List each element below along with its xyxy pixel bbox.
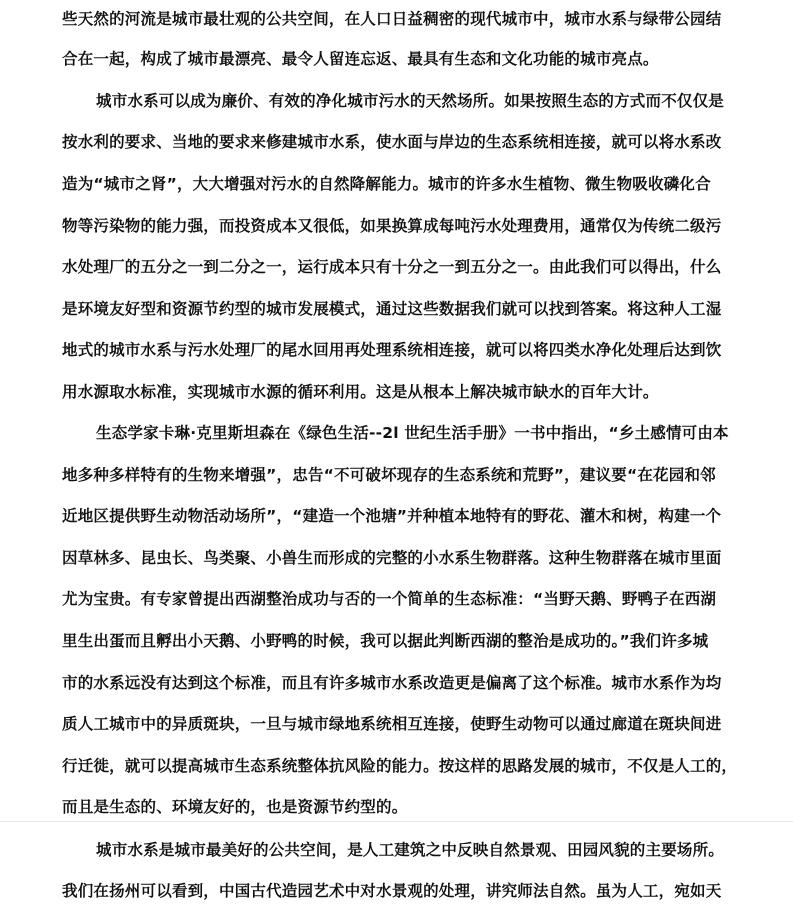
text-line-10: 用水源取水标准，实现城市水源的循环利用。这是从根本上解决城市缺水的百年大计。 (62, 383, 659, 401)
text-line-17: 市的水系远没有达到这个标准，而且有许多城市水系改造更是偏离了这个标准。城市水系作为均 (62, 674, 722, 692)
text-line-2: 合在一起，构成了城市最漂亮、最令人留连忘返、最具有生态和文化功能的城市亮点。 (62, 50, 659, 68)
text-line-15: 尤为宝贵。有专家曾提出西湖整治成功与否的一个简单的生态标准：“当野天鹅、野鸭子在西湖 (62, 590, 717, 608)
text-line-3: 城市水系可以成为廉价、有效的净化城市污水的天然场所。如果按照生态的方式而不仅仅是 (96, 92, 725, 110)
text-line-14: 因草林多、昆虫长、鸟类聚、小兽生而形成的完整的小水系生物群落。这种生物群落在城市里面 (62, 549, 722, 567)
text-line-8: 是环境友好型和资源节约型的城市发展模式，通过这些数据我们就可以找到答案。将这种人工湿 (62, 300, 722, 318)
text-line-19: 行迁徙，就可以提高城市生态系统整体抗风险的能力。按这样的思路发展的城市，不仅是人工的， (62, 757, 738, 775)
text-line-20: 而且是生态的、环境友好的，也是资源节约型的。 (62, 798, 408, 816)
text-line-16: 里生出蛋而且孵出小天鹅、小野鸭的时候，我可以据此判断西湖的整治是成功的。”我们许多城 (62, 632, 709, 650)
text-line-22: 我们在扬州可以看到，中国古代造园艺术中对水景观的处理，讲究师法自然。虽为人工，宛如天 (62, 882, 722, 900)
text-line-7: 水处理厂的五分之一到二分之一，运行成本只有十分之一到五分之一。由此我们可以得出，什么 (62, 258, 722, 276)
text-line-12: 地多种多样特有的生物来增强”，忠告“不可破坏现存的生态系统和荒野”，建议要“在花园和邻 (62, 466, 716, 484)
text-line-1: 些天然的河流是城市最壮观的公共空间，在人口日益稠密的现代城市中，城市水系与绿带公园结 (62, 10, 722, 28)
text-line-4: 按水利的要求、当地的要求来修建城市水系，使水面与岸边的生态系统相连接，就可以将水系改 (62, 133, 722, 151)
text-line-18: 质人工城市中的异质斑块，一旦与城市绿地系统相互连接，使野生动物可以通过廊道在斑块间进 (62, 715, 722, 733)
text-line-21: 城市水系是城市最美好的公共空间，是人工建筑之中反映自然景观、田园风貌的主要场所。 (96, 841, 725, 859)
text-line-13: 近地区提供野生动物活动场所”，“建造一个池塘”并种植本地特有的野花、灌木和树，构建一个 (62, 507, 722, 525)
text-line-5: 造为“城市之肾”，大大增强对污水的自然降解能力。城市的许多水生植物、微生物吸收磷化合 (62, 175, 711, 193)
text-line-6: 物等污染物的能力强，而投资成本又很低，如果换算成每吨污水处理费用，通常仅为传统二级污 (62, 217, 722, 235)
section-divider (0, 821, 793, 822)
text-line-9: 地式的城市水系与污水处理厂的尾水回用再处理系统相连接，就可以将四类水净化处理后达到饮 (62, 341, 722, 359)
text-line-11: 生态学家卡琳·克里斯坦森在《绿色生活--2l 世纪生活手册》一书中指出，“乡土感情可由本 (96, 424, 729, 442)
